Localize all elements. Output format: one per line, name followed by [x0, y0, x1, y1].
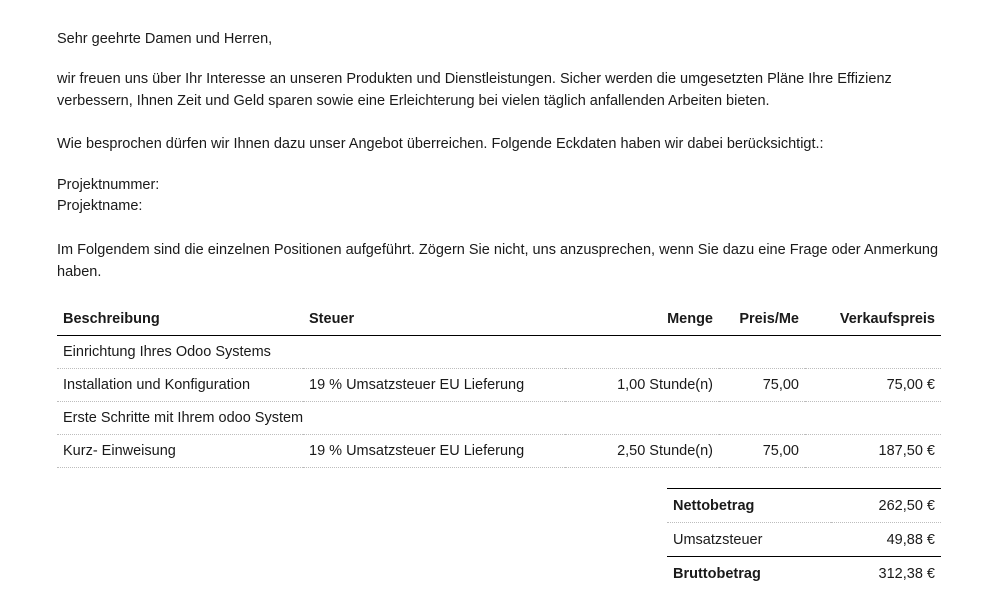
net-total-value: 262,50 € — [831, 489, 941, 523]
item-quantity: 2,50 Stunde(n) — [565, 435, 719, 468]
item-quantity: 1,00 Stunde(n) — [565, 369, 719, 402]
item-tax: 19 % Umsatzsteuer EU Lieferung — [303, 435, 565, 468]
item-description: Installation und Konfiguration — [57, 369, 303, 402]
net-total-label: Nettobetrag — [667, 489, 831, 523]
item-sale-price: 75,00 € — [805, 369, 941, 402]
tax-total-row — [667, 523, 941, 557]
section-row — [57, 336, 941, 369]
table-header-row — [57, 302, 941, 336]
item-sale-price: 187,50 € — [805, 435, 941, 468]
table-row — [57, 369, 941, 402]
totals-table — [667, 488, 941, 590]
salutation: Sehr geehrte Damen und Herren, — [57, 31, 273, 47]
section-title: Erste Schritte mit Ihrem odoo System — [57, 402, 941, 435]
section-title: Einrichtung Ihres Odoo Systems — [57, 336, 941, 369]
header-sale-price: Verkaufspreis — [805, 302, 941, 336]
header-quantity: Menge — [565, 302, 719, 336]
offer-paragraph: Wie besprochen dürfen wir Ihnen dazu unser Angebot überreichen. Folgende Eckdaten haben wir dabei berücksichtigt.: — [57, 136, 824, 152]
tax-total-value: 49,88 € — [831, 523, 941, 557]
project-number-label: Projektnummer: — [57, 177, 160, 193]
item-description: Kurz- Einweisung — [57, 435, 303, 468]
intro-paragraph: wir freuen uns über Ihr Interesse an unseren Produkten und Dienstleistungen. Sicher werden die umgesetzten Pläne Ihre Effizienz verbessern, Ihnen Zeit und Geld sparen sowie eine Erleichterung bei vielen täglich anfallenden Arbeiten bieten. — [57, 71, 892, 109]
project-name-label: Projektname: — [57, 198, 143, 214]
tax-total-label: Umsatzsteuer — [667, 523, 831, 557]
item-tax: 19 % Umsatzsteuer EU Lieferung — [303, 369, 565, 402]
header-description: Beschreibung — [57, 302, 303, 336]
gross-total-label: Bruttobetrag — [667, 557, 831, 591]
positions-paragraph: Im Folgendem sind die einzelnen Positionen aufgeführt. Zögern Sie nicht, uns anzusprechen, wenn Sie dazu eine Frage oder Anmerkung haben. — [57, 242, 939, 280]
gross-total-value: 312,38 € — [831, 557, 941, 591]
line-items-table — [57, 302, 941, 468]
section-row — [57, 402, 941, 435]
item-unit-price: 75,00 — [719, 435, 805, 468]
header-tax: Steuer — [303, 302, 565, 336]
table-row — [57, 435, 941, 468]
net-total-row — [667, 489, 941, 523]
header-unit-price: Preis/Me — [719, 302, 805, 336]
gross-total-row — [667, 557, 941, 591]
item-unit-price: 75,00 — [719, 369, 805, 402]
project-details — [57, 175, 941, 217]
